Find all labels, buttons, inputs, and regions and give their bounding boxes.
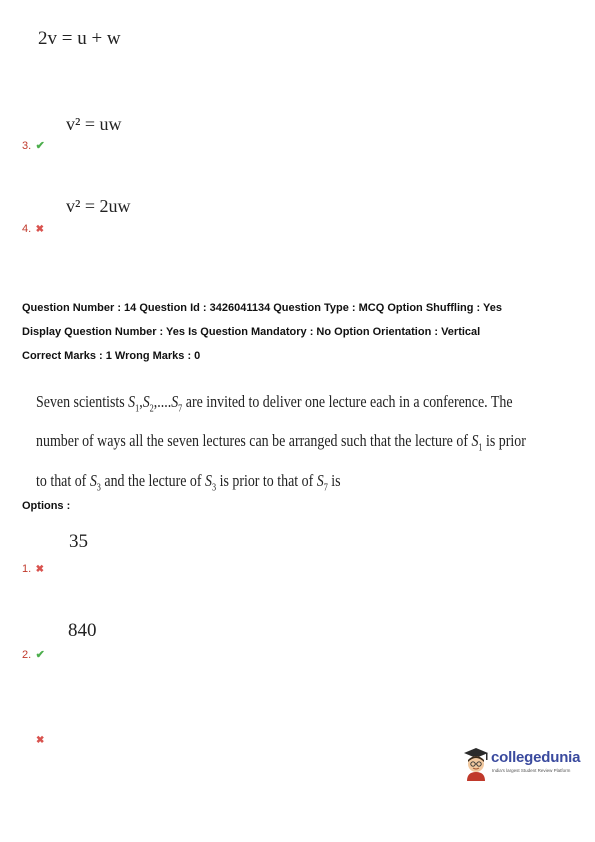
option-3-label [22, 136, 45, 154]
question-line-1: Seven scientists $S_1,S_2,....S_7$ are invited to deliver one lecture each in a conference. The [36, 392, 513, 415]
equation-text: v² = uw [66, 114, 122, 134]
option-1-value: 35 [69, 531, 88, 552]
text-span: Seven scientists [36, 392, 129, 411]
equation-text: v² = 2uw [66, 196, 131, 216]
logo-wordmark: collegedunia [491, 749, 581, 766]
cross-icon: ✖ [35, 564, 45, 575]
text-span: and the lecture of [100, 470, 206, 490]
text-span: is [327, 470, 341, 490]
text-span: is prior to that of [216, 470, 317, 490]
check-icon: ✔ [35, 649, 45, 661]
option-4-equation [66, 196, 131, 217]
equation-2v-eq-u-plus-w [38, 28, 121, 50]
text-span: to that of [36, 470, 90, 490]
options-label: Options : [22, 500, 71, 512]
option-3-equation [66, 114, 122, 135]
option-1-label [22, 559, 44, 577]
option-number: 4. [22, 223, 32, 235]
option-2-label [22, 645, 45, 663]
option-number: 2. [22, 649, 32, 661]
logo-tagline: India's largest Student Review Platform [492, 768, 571, 773]
check-icon: ✔ [35, 140, 45, 152]
question-meta-line2: Display Question Number : Yes Is Question Mandatory : No Option Orientation : Vertical [22, 326, 481, 338]
option-number: 3. [22, 140, 32, 152]
option-number: 1. [22, 563, 32, 575]
option-2-value: 840 [68, 620, 97, 641]
cross-icon: ✖ [36, 735, 45, 746]
text-span: number of ways all the seven lectures can be arranged such that the lecture of [36, 431, 472, 451]
graduate-mascot-icon [461, 745, 491, 781]
question-line-3: to that of $S_3$ and the lecture of $S_3$ is prior to that of $S_7$ is [36, 470, 341, 494]
equation-text: 2v = u + w [38, 28, 121, 49]
trailing-option-label [36, 730, 44, 748]
cross-icon: ✖ [35, 224, 45, 235]
question-meta-line3: Correct Marks : 1 Wrong Marks : 0 [22, 350, 201, 362]
text-span: is prior [482, 431, 526, 451]
question-meta-line1: Question Number : 14 Question Id : 3426041134 Question Type : MCQ Option Shuffling : Yes [22, 302, 503, 314]
question-text [36, 386, 526, 504]
question-line-2: number of ways all the seven lectures can be arranged such that the lecture of $S_1$ is prior [36, 431, 526, 454]
option-4-label [22, 219, 44, 237]
collegedunia-logo [461, 745, 591, 781]
text-span: are invited to deliver one lecture each in a conference. The [182, 392, 513, 411]
